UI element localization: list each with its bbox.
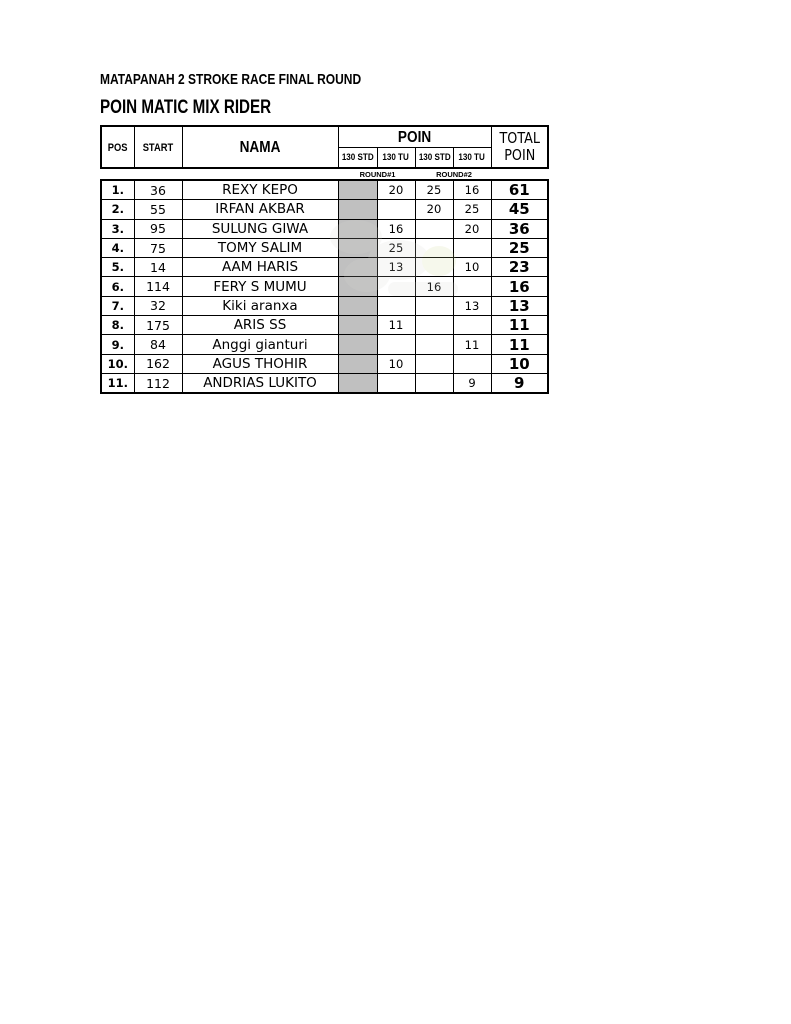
- poin-round2-130tu-cell: 13: [453, 296, 491, 315]
- event-title: [100, 70, 426, 88]
- total-poin-cell: 11: [491, 316, 548, 335]
- results-table: [100, 125, 551, 394]
- poin-round1-130tu-cell: [377, 373, 415, 393]
- table-row: [101, 316, 548, 335]
- poin-round2-130std-cell: 20: [415, 200, 453, 219]
- round2-label: ROUND#2: [436, 169, 472, 179]
- col-header-pos: POS: [101, 126, 134, 168]
- total-header-line1: TOTAL: [499, 129, 540, 148]
- poin-round2-130tu-cell: 11: [453, 335, 491, 354]
- poin-round2-130tu-cell: [453, 277, 491, 296]
- rider-name-cell: TOMY SALIM: [182, 238, 338, 257]
- rider-name-cell: ARIS SS: [182, 316, 338, 335]
- col-header-r2-130std: 130 STD: [415, 148, 453, 169]
- poin-round1-130tu-cell: [377, 335, 415, 354]
- table-row: [101, 373, 548, 393]
- rider-name-cell: REXY KEPO: [182, 180, 338, 200]
- start-number-cell: 84: [134, 335, 182, 354]
- pos-cell: 10.: [101, 354, 134, 373]
- rider-name-cell: FERY S MUMU: [182, 277, 338, 296]
- total-poin-cell: 13: [491, 296, 548, 315]
- poin-round1-130std-cell: [338, 296, 377, 315]
- col-header-start: START: [134, 126, 182, 168]
- total-poin-cell: 36: [491, 219, 548, 238]
- poin-round1-130tu-cell: 25: [377, 238, 415, 257]
- start-number-cell: 112: [134, 373, 182, 393]
- poin-round1-130tu-cell: [377, 200, 415, 219]
- total-poin-cell: 11: [491, 335, 548, 354]
- pos-cell: 4.: [101, 238, 134, 257]
- total-poin-cell: 9: [491, 373, 548, 393]
- poin-round1-130std-cell: [338, 335, 377, 354]
- rider-name-cell: Anggi gianturi: [182, 335, 338, 354]
- total-poin-cell: 25: [491, 238, 548, 257]
- table-row: [101, 335, 548, 354]
- pos-cell: 11.: [101, 373, 134, 393]
- poin-round1-130tu-cell: 10: [377, 354, 415, 373]
- poin-round2-130tu-cell: 25: [453, 200, 491, 219]
- pos-cell: 8.: [101, 316, 134, 335]
- poin-round2-130std-cell: [415, 296, 453, 315]
- poin-round2-130std-cell: [415, 354, 453, 373]
- col-header-nama: NAMA: [182, 126, 338, 168]
- poin-round2-130std-cell: [415, 373, 453, 393]
- category-title-text: POIN MATIC MIX RIDER: [100, 97, 272, 118]
- start-number-cell: 95: [134, 219, 182, 238]
- rider-name-cell: AGUS THOHIR: [182, 354, 338, 373]
- start-number-cell: 32: [134, 296, 182, 315]
- total-poin-cell: 45: [491, 200, 548, 219]
- poin-round2-130std-cell: 25: [415, 180, 453, 200]
- col-header-r1-130tu: 130 TU: [377, 148, 415, 169]
- pos-cell: 2.: [101, 200, 134, 219]
- total-poin-cell: 61: [491, 180, 548, 200]
- start-number-cell: 114: [134, 277, 182, 296]
- table-row: [101, 296, 548, 315]
- category-title: [100, 96, 314, 119]
- poin-round2-130tu-cell: [453, 354, 491, 373]
- poin-round2-130tu-cell: 16: [453, 180, 491, 200]
- results-header: [100, 125, 549, 169]
- pos-cell: 3.: [101, 219, 134, 238]
- start-number-cell: 75: [134, 238, 182, 257]
- start-number-cell: 175: [134, 316, 182, 335]
- poin-round1-130tu-cell: 13: [377, 258, 415, 277]
- pos-cell: 9.: [101, 335, 134, 354]
- start-number-cell: 14: [134, 258, 182, 277]
- poin-round1-130tu-cell: [377, 296, 415, 315]
- start-number-cell: 55: [134, 200, 182, 219]
- poin-round2-130std-cell: [415, 238, 453, 257]
- table-row: [101, 180, 548, 200]
- poin-round1-130std-cell: [338, 200, 377, 219]
- poin-round2-130tu-cell: 9: [453, 373, 491, 393]
- poin-round1-130std-cell: [338, 373, 377, 393]
- poin-round1-130tu-cell: 11: [377, 316, 415, 335]
- poin-round1-130std-cell: [338, 180, 377, 200]
- pos-cell: 6.: [101, 277, 134, 296]
- start-number-cell: 162: [134, 354, 182, 373]
- pos-cell: 5.: [101, 258, 134, 277]
- poin-round2-130std-cell: [415, 335, 453, 354]
- poin-round2-130std-cell: [415, 219, 453, 238]
- poin-round1-130std-cell: [338, 316, 377, 335]
- round1-label: ROUND#1: [359, 169, 396, 179]
- event-title-text: MATAPANAH 2 STROKE RACE FINAL ROUND: [100, 71, 362, 88]
- poin-round2-130tu-cell: [453, 316, 491, 335]
- rider-name-cell: ANDRIAS LUKITO: [182, 373, 338, 393]
- col-header-r1-130std: 130 STD: [338, 148, 377, 169]
- pos-cell: 7.: [101, 296, 134, 315]
- poin-round2-130std-cell: [415, 316, 453, 335]
- rider-name-cell: IRFAN AKBAR: [182, 200, 338, 219]
- poin-round2-130tu-cell: 20: [453, 219, 491, 238]
- poin-round2-130tu-cell: [453, 238, 491, 257]
- poin-round2-130std-cell: [415, 258, 453, 277]
- table-row: [101, 200, 548, 219]
- table-row: [101, 258, 548, 277]
- poin-round2-130std-cell: 16: [415, 277, 453, 296]
- rider-name-cell: AAM HARIS: [182, 258, 338, 277]
- rider-name-cell: SULUNG GIWA: [182, 219, 338, 238]
- table-row: [101, 219, 548, 238]
- table-row: [101, 277, 548, 296]
- col-header-poin-group: POIN: [338, 126, 491, 148]
- start-number-cell: 36: [134, 180, 182, 200]
- poin-round1-130std-cell: [338, 354, 377, 373]
- results-body: [100, 179, 549, 394]
- poin-round1-130tu-cell: 20: [377, 180, 415, 200]
- poin-round1-130std-cell: [338, 258, 377, 277]
- col-header-r2-130tu: 130 TU: [453, 148, 491, 169]
- col-header-total-poin: [491, 126, 548, 168]
- poin-round1-130std-cell: [338, 277, 377, 296]
- pos-cell: 1.: [101, 180, 134, 200]
- total-poin-cell: 16: [491, 277, 548, 296]
- table-row: [101, 238, 548, 257]
- poin-round1-130tu-cell: [377, 277, 415, 296]
- poin-round2-130tu-cell: 10: [453, 258, 491, 277]
- poin-round1-130tu-cell: 16: [377, 219, 415, 238]
- total-poin-cell: 23: [491, 258, 548, 277]
- total-header-line2: POIN: [503, 146, 535, 164]
- poin-round1-130std-cell: [338, 219, 377, 238]
- round-labels: [100, 169, 547, 179]
- table-row: [101, 354, 548, 373]
- rider-name-cell: Kiki aranxa: [182, 296, 338, 315]
- poin-round1-130std-cell: [338, 238, 377, 257]
- total-poin-cell: 10: [491, 354, 548, 373]
